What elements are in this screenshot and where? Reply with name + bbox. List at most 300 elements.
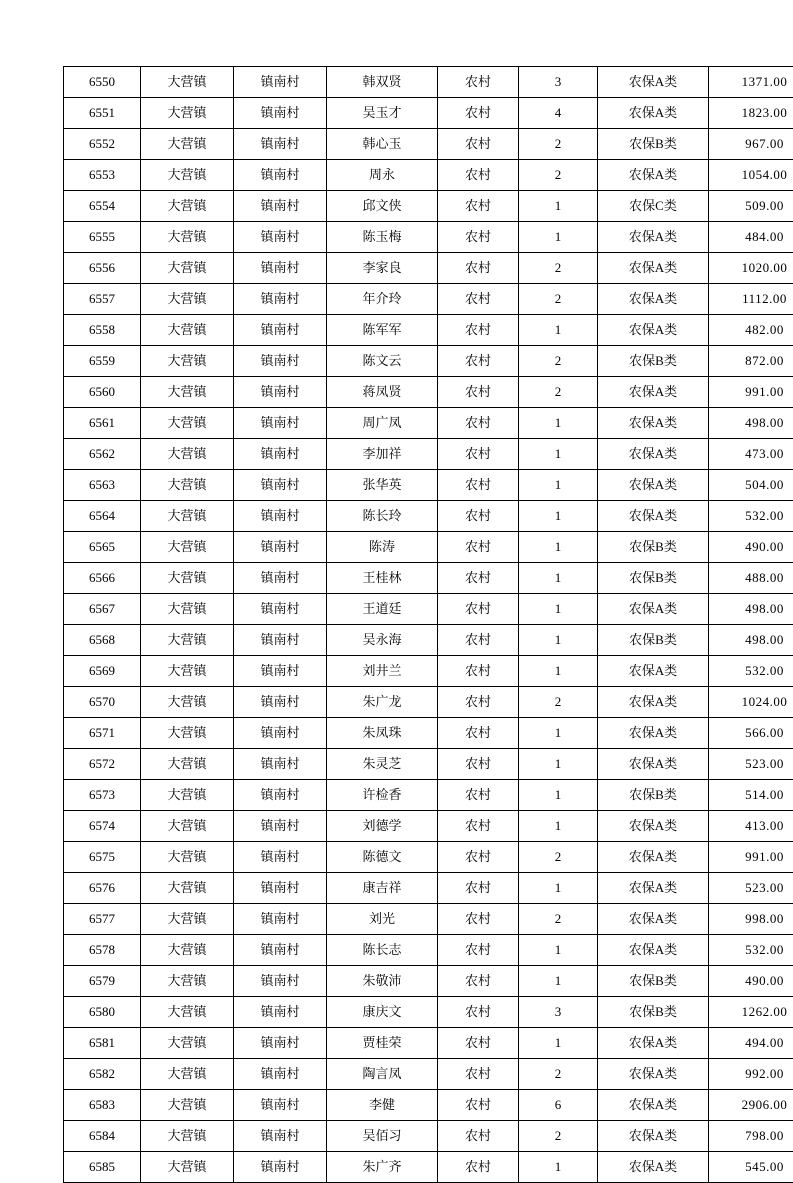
cell-village: 镇南村 [234, 408, 327, 439]
cell-amount: 991.00 [709, 377, 793, 408]
cell-people-count: 2 [519, 346, 598, 377]
cell-household-type: 农村 [438, 470, 519, 501]
cell-people-count: 2 [519, 377, 598, 408]
cell-name: 韩心玉 [327, 129, 438, 160]
cell-name: 陈文云 [327, 346, 438, 377]
cell-name: 韩双贤 [327, 67, 438, 98]
cell-people-count: 1 [519, 935, 598, 966]
cell-name: 朱凤珠 [327, 718, 438, 749]
cell-people-count: 2 [519, 129, 598, 160]
cell-id: 6563 [64, 470, 141, 501]
cell-village: 镇南村 [234, 687, 327, 718]
cell-household-type: 农村 [438, 563, 519, 594]
cell-name: 王道廷 [327, 594, 438, 625]
cell-name: 康吉祥 [327, 873, 438, 904]
table-row [64, 284, 793, 315]
cell-people-count: 2 [519, 1059, 598, 1090]
cell-id: 6578 [64, 935, 141, 966]
cell-name: 康庆文 [327, 997, 438, 1028]
cell-town: 大营镇 [141, 842, 234, 873]
cell-id: 6582 [64, 1059, 141, 1090]
cell-amount: 998.00 [709, 904, 793, 935]
cell-village: 镇南村 [234, 222, 327, 253]
cell-village: 镇南村 [234, 749, 327, 780]
cell-category: 农保B类 [598, 966, 709, 997]
cell-id: 6585 [64, 1152, 141, 1183]
cell-category: 农保A类 [598, 1059, 709, 1090]
cell-category: 农保A类 [598, 1090, 709, 1121]
cell-id: 6556 [64, 253, 141, 284]
cell-amount: 566.00 [709, 718, 793, 749]
cell-town: 大营镇 [141, 377, 234, 408]
cell-id: 6580 [64, 997, 141, 1028]
cell-category: 农保A类 [598, 470, 709, 501]
cell-town: 大营镇 [141, 997, 234, 1028]
cell-village: 镇南村 [234, 563, 327, 594]
cell-amount: 1262.00 [709, 997, 793, 1028]
cell-town: 大营镇 [141, 191, 234, 222]
cell-name: 朱灵芝 [327, 749, 438, 780]
cell-amount: 1823.00 [709, 98, 793, 129]
cell-id: 6550 [64, 67, 141, 98]
cell-id: 6572 [64, 749, 141, 780]
cell-village: 镇南村 [234, 997, 327, 1028]
cell-id: 6564 [64, 501, 141, 532]
table-row [64, 408, 793, 439]
cell-village: 镇南村 [234, 67, 327, 98]
cell-id: 6553 [64, 160, 141, 191]
cell-id: 6566 [64, 563, 141, 594]
cell-category: 农保A类 [598, 439, 709, 470]
cell-village: 镇南村 [234, 904, 327, 935]
cell-amount: 1054.00 [709, 160, 793, 191]
cell-town: 大营镇 [141, 346, 234, 377]
cell-id: 6571 [64, 718, 141, 749]
cell-category: 农保A类 [598, 284, 709, 315]
cell-category: 农保B类 [598, 625, 709, 656]
table-row [64, 501, 793, 532]
cell-household-type: 农村 [438, 594, 519, 625]
cell-name: 陈涛 [327, 532, 438, 563]
table-row [64, 129, 793, 160]
cell-name: 陈德文 [327, 842, 438, 873]
cell-household-type: 农村 [438, 191, 519, 222]
cell-village: 镇南村 [234, 129, 327, 160]
cell-people-count: 1 [519, 470, 598, 501]
cell-town: 大营镇 [141, 129, 234, 160]
cell-category: 农保B类 [598, 346, 709, 377]
cell-amount: 498.00 [709, 625, 793, 656]
table-row [64, 439, 793, 470]
cell-people-count: 2 [519, 904, 598, 935]
cell-town: 大营镇 [141, 284, 234, 315]
cell-people-count: 6 [519, 1090, 598, 1121]
cell-amount: 991.00 [709, 842, 793, 873]
table-row [64, 377, 793, 408]
cell-amount: 490.00 [709, 532, 793, 563]
cell-people-count: 3 [519, 997, 598, 1028]
cell-people-count: 2 [519, 1121, 598, 1152]
cell-village: 镇南村 [234, 594, 327, 625]
cell-category: 农保A类 [598, 935, 709, 966]
cell-id: 6567 [64, 594, 141, 625]
cell-amount: 1020.00 [709, 253, 793, 284]
cell-household-type: 农村 [438, 408, 519, 439]
cell-town: 大营镇 [141, 160, 234, 191]
cell-name: 年介玲 [327, 284, 438, 315]
cell-id: 6573 [64, 780, 141, 811]
cell-category: 农保A类 [598, 594, 709, 625]
cell-town: 大营镇 [141, 873, 234, 904]
cell-household-type: 农村 [438, 687, 519, 718]
cell-name: 李健 [327, 1090, 438, 1121]
table-row [64, 656, 793, 687]
cell-household-type: 农村 [438, 377, 519, 408]
cell-town: 大营镇 [141, 780, 234, 811]
table-row [64, 1059, 793, 1090]
cell-name: 陶言凤 [327, 1059, 438, 1090]
cell-category: 农保B类 [598, 563, 709, 594]
cell-household-type: 农村 [438, 98, 519, 129]
cell-household-type: 农村 [438, 997, 519, 1028]
cell-town: 大营镇 [141, 253, 234, 284]
cell-amount: 482.00 [709, 315, 793, 346]
cell-amount: 498.00 [709, 408, 793, 439]
cell-town: 大营镇 [141, 470, 234, 501]
cell-id: 6584 [64, 1121, 141, 1152]
cell-town: 大营镇 [141, 222, 234, 253]
cell-amount: 490.00 [709, 966, 793, 997]
cell-village: 镇南村 [234, 811, 327, 842]
cell-id: 6583 [64, 1090, 141, 1121]
cell-household-type: 农村 [438, 1028, 519, 1059]
cell-household-type: 农村 [438, 1059, 519, 1090]
cell-amount: 532.00 [709, 501, 793, 532]
cell-amount: 488.00 [709, 563, 793, 594]
cell-name: 朱广齐 [327, 1152, 438, 1183]
cell-household-type: 农村 [438, 749, 519, 780]
table-body [64, 67, 793, 1183]
table-row [64, 346, 793, 377]
cell-household-type: 农村 [438, 284, 519, 315]
cell-amount: 413.00 [709, 811, 793, 842]
cell-village: 镇南村 [234, 656, 327, 687]
cell-name: 周广凤 [327, 408, 438, 439]
cell-id: 6576 [64, 873, 141, 904]
cell-people-count: 1 [519, 501, 598, 532]
cell-category: 农保A类 [598, 315, 709, 346]
cell-amount: 514.00 [709, 780, 793, 811]
cell-household-type: 农村 [438, 1121, 519, 1152]
cell-village: 镇南村 [234, 873, 327, 904]
table-row [64, 1090, 793, 1121]
cell-category: 农保A类 [598, 718, 709, 749]
cell-name: 陈玉梅 [327, 222, 438, 253]
table-row [64, 563, 793, 594]
cell-people-count: 1 [519, 718, 598, 749]
cell-people-count: 1 [519, 408, 598, 439]
cell-town: 大营镇 [141, 811, 234, 842]
cell-category: 农保A类 [598, 842, 709, 873]
cell-amount: 992.00 [709, 1059, 793, 1090]
cell-town: 大营镇 [141, 532, 234, 563]
cell-people-count: 1 [519, 749, 598, 780]
cell-id: 6555 [64, 222, 141, 253]
cell-id: 6562 [64, 439, 141, 470]
cell-category: 农保A类 [598, 377, 709, 408]
cell-category: 农保B类 [598, 997, 709, 1028]
cell-village: 镇南村 [234, 470, 327, 501]
cell-village: 镇南村 [234, 377, 327, 408]
table-row [64, 67, 793, 98]
cell-village: 镇南村 [234, 191, 327, 222]
cell-category: 农保A类 [598, 811, 709, 842]
cell-name: 蒋凤贤 [327, 377, 438, 408]
cell-people-count: 4 [519, 98, 598, 129]
cell-id: 6559 [64, 346, 141, 377]
cell-id: 6561 [64, 408, 141, 439]
table-row [64, 687, 793, 718]
cell-name: 李加祥 [327, 439, 438, 470]
cell-town: 大营镇 [141, 1152, 234, 1183]
cell-category: 农保A类 [598, 222, 709, 253]
cell-category: 农保A类 [598, 98, 709, 129]
cell-id: 6558 [64, 315, 141, 346]
cell-name: 刘井兰 [327, 656, 438, 687]
cell-name: 陈长志 [327, 935, 438, 966]
cell-village: 镇南村 [234, 1059, 327, 1090]
cell-name: 刘光 [327, 904, 438, 935]
cell-town: 大营镇 [141, 718, 234, 749]
table-row [64, 1028, 793, 1059]
cell-people-count: 2 [519, 284, 598, 315]
cell-amount: 473.00 [709, 439, 793, 470]
cell-id: 6554 [64, 191, 141, 222]
table-row [64, 222, 793, 253]
cell-town: 大营镇 [141, 687, 234, 718]
cell-category: 农保A类 [598, 160, 709, 191]
cell-category: 农保A类 [598, 904, 709, 935]
table-row [64, 966, 793, 997]
cell-town: 大营镇 [141, 904, 234, 935]
cell-people-count: 2 [519, 687, 598, 718]
cell-village: 镇南村 [234, 98, 327, 129]
cell-people-count: 3 [519, 67, 598, 98]
cell-town: 大营镇 [141, 315, 234, 346]
cell-village: 镇南村 [234, 935, 327, 966]
cell-people-count: 1 [519, 966, 598, 997]
cell-category: 农保B类 [598, 780, 709, 811]
cell-town: 大营镇 [141, 1059, 234, 1090]
cell-name: 贾桂荣 [327, 1028, 438, 1059]
cell-id: 6577 [64, 904, 141, 935]
cell-village: 镇南村 [234, 501, 327, 532]
cell-name: 陈长玲 [327, 501, 438, 532]
cell-name: 朱广龙 [327, 687, 438, 718]
cell-amount: 798.00 [709, 1121, 793, 1152]
cell-household-type: 农村 [438, 966, 519, 997]
table-row [64, 191, 793, 222]
cell-household-type: 农村 [438, 873, 519, 904]
cell-id: 6570 [64, 687, 141, 718]
cell-household-type: 农村 [438, 315, 519, 346]
cell-amount: 532.00 [709, 935, 793, 966]
cell-category: 农保A类 [598, 873, 709, 904]
cell-household-type: 农村 [438, 1090, 519, 1121]
cell-category: 农保A类 [598, 1028, 709, 1059]
cell-people-count: 1 [519, 191, 598, 222]
cell-amount: 484.00 [709, 222, 793, 253]
cell-id: 6581 [64, 1028, 141, 1059]
cell-amount: 532.00 [709, 656, 793, 687]
cell-village: 镇南村 [234, 439, 327, 470]
table-row [64, 1152, 793, 1183]
cell-town: 大营镇 [141, 749, 234, 780]
table-row [64, 718, 793, 749]
cell-name: 吴永海 [327, 625, 438, 656]
cell-people-count: 1 [519, 625, 598, 656]
cell-name: 刘德学 [327, 811, 438, 842]
cell-name: 许检香 [327, 780, 438, 811]
cell-village: 镇南村 [234, 1090, 327, 1121]
cell-town: 大营镇 [141, 935, 234, 966]
cell-town: 大营镇 [141, 563, 234, 594]
cell-id: 6557 [64, 284, 141, 315]
cell-amount: 523.00 [709, 873, 793, 904]
cell-name: 朱敬沛 [327, 966, 438, 997]
cell-village: 镇南村 [234, 966, 327, 997]
cell-household-type: 农村 [438, 625, 519, 656]
cell-name: 张华英 [327, 470, 438, 501]
cell-category: 农保A类 [598, 1121, 709, 1152]
cell-id: 6551 [64, 98, 141, 129]
cell-people-count: 1 [519, 315, 598, 346]
cell-amount: 509.00 [709, 191, 793, 222]
cell-id: 6575 [64, 842, 141, 873]
cell-amount: 967.00 [709, 129, 793, 160]
cell-id: 6568 [64, 625, 141, 656]
cell-id: 6569 [64, 656, 141, 687]
cell-name: 吴玉才 [327, 98, 438, 129]
cell-village: 镇南村 [234, 315, 327, 346]
cell-town: 大营镇 [141, 1090, 234, 1121]
cell-household-type: 农村 [438, 718, 519, 749]
table-row [64, 935, 793, 966]
table-row [64, 873, 793, 904]
cell-category: 农保A类 [598, 67, 709, 98]
cell-people-count: 2 [519, 253, 598, 284]
cell-category: 农保A类 [598, 687, 709, 718]
cell-village: 镇南村 [234, 718, 327, 749]
cell-household-type: 农村 [438, 842, 519, 873]
cell-household-type: 农村 [438, 129, 519, 160]
cell-household-type: 农村 [438, 935, 519, 966]
table-row [64, 532, 793, 563]
cell-household-type: 农村 [438, 1152, 519, 1183]
cell-household-type: 农村 [438, 780, 519, 811]
cell-household-type: 农村 [438, 160, 519, 191]
cell-village: 镇南村 [234, 253, 327, 284]
cell-people-count: 1 [519, 873, 598, 904]
table-row [64, 780, 793, 811]
cell-town: 大营镇 [141, 439, 234, 470]
cell-household-type: 农村 [438, 346, 519, 377]
cell-amount: 1024.00 [709, 687, 793, 718]
table-row [64, 160, 793, 191]
cell-town: 大营镇 [141, 98, 234, 129]
cell-household-type: 农村 [438, 439, 519, 470]
cell-village: 镇南村 [234, 284, 327, 315]
cell-category: 农保B类 [598, 129, 709, 160]
cell-people-count: 1 [519, 594, 598, 625]
cell-category: 农保A类 [598, 656, 709, 687]
cell-village: 镇南村 [234, 1152, 327, 1183]
cell-people-count: 1 [519, 1028, 598, 1059]
cell-people-count: 1 [519, 811, 598, 842]
table-row [64, 749, 793, 780]
cell-name: 李家良 [327, 253, 438, 284]
cell-name: 周永 [327, 160, 438, 191]
cell-household-type: 农村 [438, 656, 519, 687]
cell-category: 农保A类 [598, 1152, 709, 1183]
cell-household-type: 农村 [438, 222, 519, 253]
cell-name: 陈军军 [327, 315, 438, 346]
cell-people-count: 1 [519, 656, 598, 687]
cell-people-count: 1 [519, 532, 598, 563]
cell-household-type: 农村 [438, 532, 519, 563]
cell-household-type: 农村 [438, 253, 519, 284]
cell-household-type: 农村 [438, 501, 519, 532]
table-row [64, 253, 793, 284]
table-row [64, 997, 793, 1028]
cell-amount: 1112.00 [709, 284, 793, 315]
cell-amount: 498.00 [709, 594, 793, 625]
subsidy-roster-table [63, 66, 793, 1183]
cell-amount: 504.00 [709, 470, 793, 501]
cell-name: 王桂林 [327, 563, 438, 594]
cell-people-count: 1 [519, 1152, 598, 1183]
cell-name: 邱文侠 [327, 191, 438, 222]
cell-town: 大营镇 [141, 67, 234, 98]
cell-name: 吴佰习 [327, 1121, 438, 1152]
table-row [64, 842, 793, 873]
cell-town: 大营镇 [141, 408, 234, 439]
cell-town: 大营镇 [141, 1121, 234, 1152]
table-row [64, 98, 793, 129]
cell-amount: 872.00 [709, 346, 793, 377]
cell-category: 农保A类 [598, 749, 709, 780]
cell-people-count: 1 [519, 563, 598, 594]
cell-village: 镇南村 [234, 532, 327, 563]
cell-village: 镇南村 [234, 780, 327, 811]
cell-id: 6579 [64, 966, 141, 997]
cell-village: 镇南村 [234, 1028, 327, 1059]
cell-town: 大营镇 [141, 966, 234, 997]
cell-id: 6560 [64, 377, 141, 408]
cell-town: 大营镇 [141, 594, 234, 625]
cell-category: 农保C类 [598, 191, 709, 222]
cell-amount: 2906.00 [709, 1090, 793, 1121]
cell-people-count: 1 [519, 780, 598, 811]
cell-amount: 545.00 [709, 1152, 793, 1183]
cell-household-type: 农村 [438, 904, 519, 935]
cell-category: 农保A类 [598, 408, 709, 439]
cell-id: 6552 [64, 129, 141, 160]
cell-household-type: 农村 [438, 811, 519, 842]
cell-category: 农保A类 [598, 501, 709, 532]
cell-village: 镇南村 [234, 1121, 327, 1152]
cell-people-count: 1 [519, 439, 598, 470]
